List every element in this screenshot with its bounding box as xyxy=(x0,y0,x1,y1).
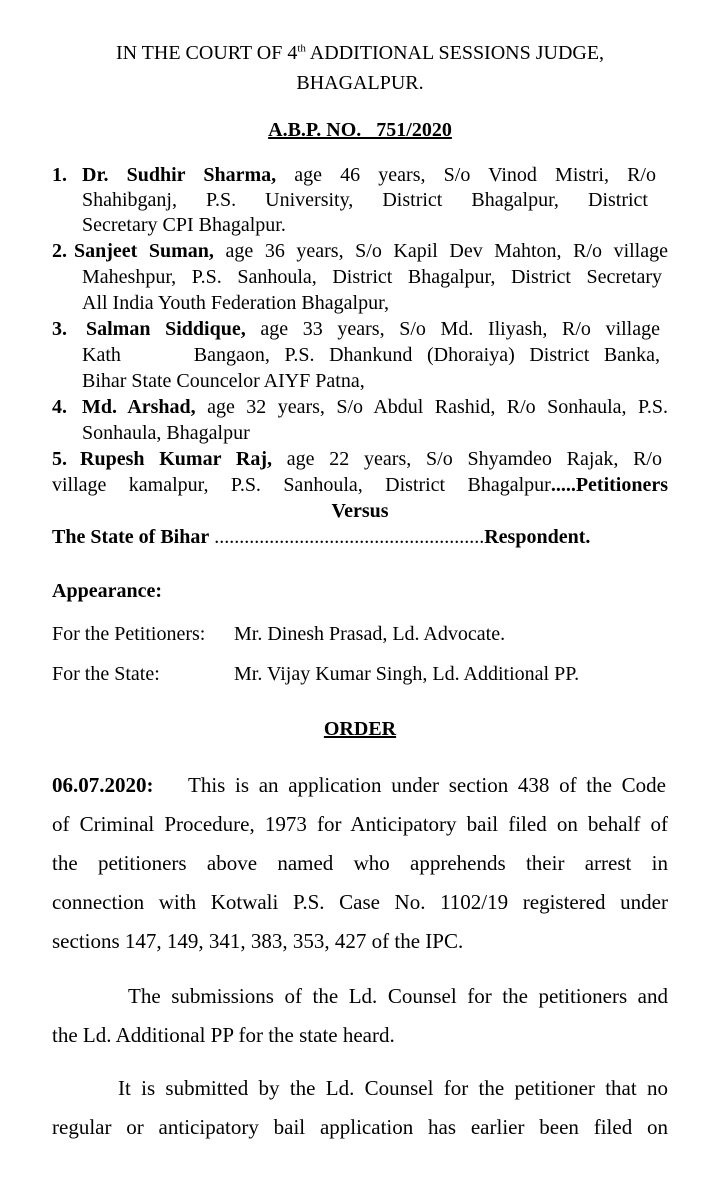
petitioner-line: Rupesh Kumar Raj, age 22 years, S/o Shyamdeo Rajak, R/o xyxy=(80,448,662,470)
order-text-line: the petitioners above named who apprehends their arrest in xyxy=(52,851,668,875)
appearance-value: Mr. Vijay Kumar Singh, Ld. Additional PP. xyxy=(234,663,580,685)
petitioner-line: Dr. Sudhir Sharma, age 46 years, S/o Vinod Mistri, R/o xyxy=(82,164,656,186)
petitioner-line: Kath Bangaon, P.S. Dhankund (Dhoraiya) District Banka, xyxy=(82,344,660,366)
order-text-line: connection with Kotwali P.S. Case No. 1102/19 registered under xyxy=(52,890,668,914)
petitioner-number: 3. xyxy=(52,318,67,340)
petitioner-line: Sonhaula, Bhagalpur xyxy=(82,422,250,444)
order-text-line: regular or anticipatory bail application has earlier been filed on xyxy=(52,1115,668,1139)
petitioner-line: Bihar State Councelor AIYF Patna, xyxy=(82,370,365,392)
petitioner-line: Sanjeet Suman, age 36 years, S/o Kapil Dev Mahton, R/o village xyxy=(74,240,668,262)
petitioner-line: All India Youth Federation Bhagalpur, xyxy=(82,292,389,314)
order-text-line: sections 147, 149, 341, 383, 353, 427 of the IPC. xyxy=(52,929,464,953)
petitioner-line: Shahibganj, P.S. University, District Bhagalpur, District xyxy=(82,189,648,211)
appearance-label: For the State: xyxy=(52,663,160,685)
appearance-label: For the Petitioners: xyxy=(52,623,206,645)
appearance-heading: Appearance: xyxy=(52,580,162,602)
petitioner-line: village kamalpur, P.S. Sanhoula, District Bhagalpur.....Petitioners xyxy=(52,474,668,496)
order-text-line: the Ld. Additional PP for the state heard. xyxy=(52,1023,395,1047)
respondent-line: The State of Bihar ......................................................Respondent. xyxy=(52,526,591,548)
petitioner-number: 5. xyxy=(52,448,67,470)
petitioner-line: Md. Arshad, age 32 years, S/o Abdul Rashid, R/o Sonhaula, P.S. xyxy=(82,396,668,418)
petitioner-line: Salman Siddique, age 33 years, S/o Md. Iliyash, R/o village xyxy=(86,318,660,340)
court-title-line-1: IN THE COURT OF 4th ADDITIONAL SESSIONS JUDGE, xyxy=(115,42,605,64)
order-heading: ORDER xyxy=(323,718,397,740)
versus-label: Versus xyxy=(331,500,389,522)
case-number: A.B.P. NO. 751/2020 xyxy=(268,119,452,141)
appearance-value: Mr. Dinesh Prasad, Ld. Advocate. xyxy=(234,623,506,645)
petitioner-line: Secretary CPI Bhagalpur. xyxy=(82,214,286,236)
order-text-line: It is submitted by the Ld. Counsel for the petitioner that no xyxy=(118,1076,668,1100)
petitioner-number: 2. xyxy=(52,240,67,262)
order-text-line: of Criminal Procedure, 1973 for Anticipatory bail filed on behalf of xyxy=(52,812,668,836)
petitioner-line: Maheshpur, P.S. Sanhoula, District Bhagalpur, District Secretary xyxy=(82,266,662,288)
petitioner-number: 4. xyxy=(52,396,67,418)
petitioner-number: 1. xyxy=(52,164,67,186)
order-text-line: The submissions of the Ld. Counsel for the petitioners and xyxy=(128,984,668,1008)
court-title-line-2: BHAGALPUR. xyxy=(296,72,424,94)
order-date: 06.07.2020: xyxy=(52,773,154,797)
order-text-line: This is an application under section 438 of the Code xyxy=(188,773,666,797)
